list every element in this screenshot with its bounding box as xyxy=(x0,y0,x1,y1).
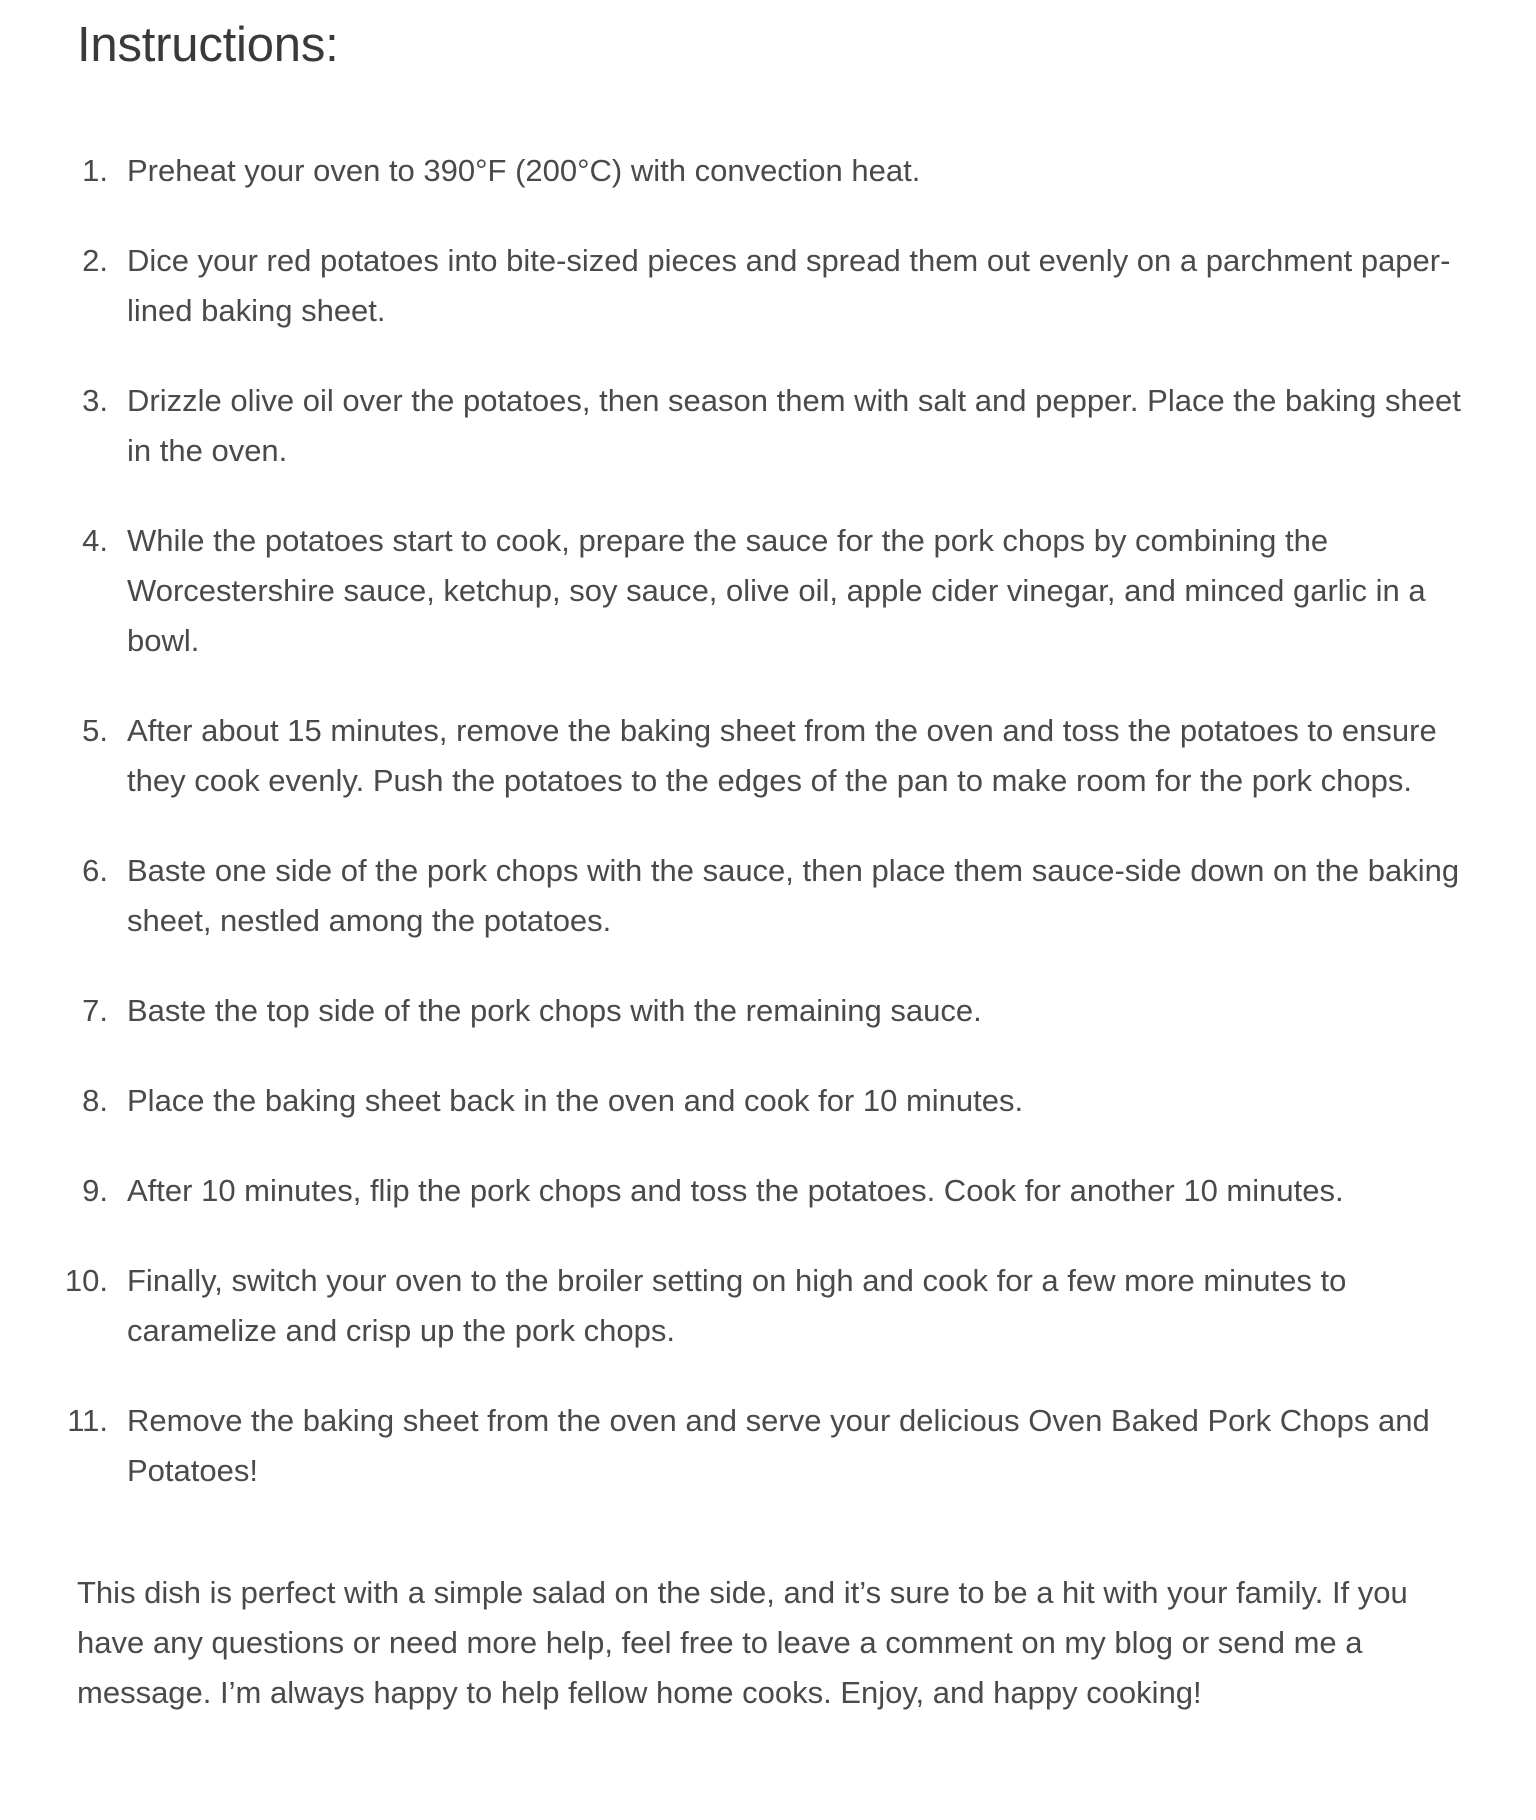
instruction-step-3 xyxy=(77,376,1477,476)
step-number: 6. xyxy=(82,853,108,888)
step-text: Drizzle olive oil over the potatoes, then season them with salt and pepper. Place the baking sheet in the oven. xyxy=(127,383,1461,468)
instruction-step-1 xyxy=(77,146,1477,196)
step-number: 1. xyxy=(82,153,108,188)
step-number: 11. xyxy=(67,1403,108,1438)
step-number: 10. xyxy=(64,1263,108,1298)
step-text: Remove the baking sheet from the oven and serve your delicious Oven Baked Pork Chops and Potatoes! xyxy=(127,1403,1430,1488)
instruction-step-9 xyxy=(77,1166,1477,1216)
step-number: 4. xyxy=(82,523,108,558)
instructions-list xyxy=(64,146,1477,1496)
step-text: Finally, switch your oven to the broiler setting on high and cook for a few more minutes to caramelize and crisp up the pork chops. xyxy=(127,1263,1347,1348)
closing-paragraph: This dish is perfect with a simple salad on the side, and it’s sure to be a hit with your family. If you have any questions or need more help, feel free to leave a comment on my blog or send me a message. I’m always happy to help fellow home cooks. Enjoy, and happy cooking! xyxy=(77,1575,1408,1710)
instruction-step-10 xyxy=(64,1256,1477,1356)
step-number: 7. xyxy=(82,993,108,1028)
instruction-step-11 xyxy=(67,1396,1477,1496)
step-number: 2. xyxy=(82,243,108,278)
step-number: 3. xyxy=(82,383,108,418)
step-text: Dice your red potatoes into bite-sized pieces and spread them out evenly on a parchment paper-lined baking sheet. xyxy=(127,243,1451,328)
step-text: Preheat your oven to 390°F (200°C) with convection heat. xyxy=(127,153,921,188)
instructions-heading: Instructions: xyxy=(77,18,339,72)
step-number: 5. xyxy=(82,713,108,748)
instruction-step-7 xyxy=(77,986,1477,1036)
step-text: Baste the top side of the pork chops with the remaining sauce. xyxy=(127,993,982,1028)
step-text: After about 15 minutes, remove the baking sheet from the oven and toss the potatoes to ensure they cook evenly. Push the potatoes to the edges of the pan to make room for the pork chops. xyxy=(127,713,1437,798)
step-text: Baste one side of the pork chops with the sauce, then place them sauce-side down on the baking sheet, nestled among the potatoes. xyxy=(127,853,1460,938)
step-text: While the potatoes start to cook, prepare the sauce for the pork chops by combining the Worcestershire sauce, ketchup, soy sauce, olive oil, apple cider vinegar, and minced garlic in a bowl. xyxy=(127,523,1426,658)
instruction-step-4 xyxy=(77,516,1477,666)
instruction-step-6 xyxy=(77,846,1477,946)
instruction-step-5 xyxy=(77,706,1477,806)
instruction-step-2 xyxy=(77,236,1477,336)
step-text: Place the baking sheet back in the oven and cook for 10 minutes. xyxy=(127,1083,1024,1118)
step-text: After 10 minutes, flip the pork chops and toss the potatoes. Cook for another 10 minutes. xyxy=(127,1173,1344,1208)
step-number: 9. xyxy=(82,1173,108,1208)
step-number: 8. xyxy=(82,1083,108,1118)
instruction-step-8 xyxy=(77,1076,1477,1126)
